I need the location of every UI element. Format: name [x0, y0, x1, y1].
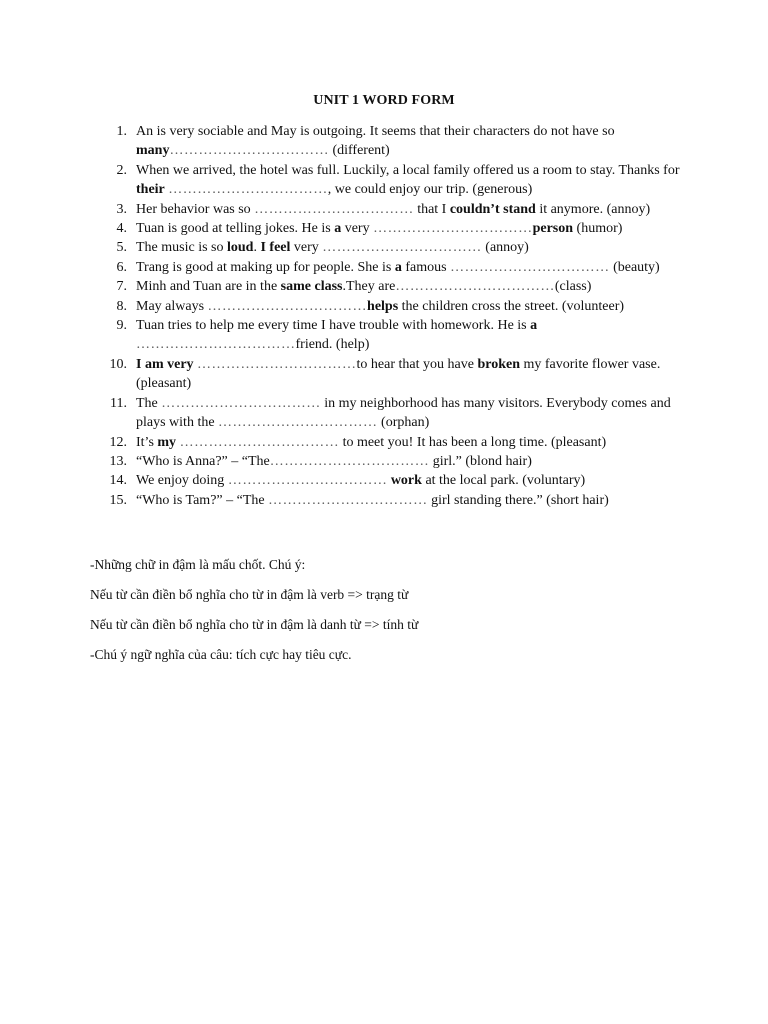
- sentence-text: (beauty): [609, 259, 660, 275]
- document-title: UNIT 1 WORD FORM: [313, 93, 455, 108]
- answer-blank: ……………………………: [269, 453, 430, 469]
- item-number: 11.: [110, 395, 127, 411]
- item-number: 2.: [116, 162, 127, 178]
- sentence-text: (orphan): [377, 415, 430, 431]
- sentence-text: girl.” (blond hair): [429, 453, 532, 469]
- exercise-item: [104, 277, 680, 296]
- key-word: a: [394, 259, 402, 275]
- sentence-text: my favorite flower vase. (pleasant): [136, 356, 661, 392]
- sentence-text: very: [341, 221, 374, 237]
- answer-blank: ……………………………: [207, 298, 368, 314]
- exercise-item: [104, 238, 680, 257]
- item-number: 15.: [109, 492, 127, 508]
- sentence-text: Her behavior was so: [136, 201, 255, 217]
- sentence-text: Tuan tries to help me every time I have trouble with homework. He is: [136, 318, 531, 334]
- note-line: Nếu từ cần điền bổ nghĩa cho từ in đậm là verb => trạng từ: [90, 587, 409, 602]
- sentence-text: in my neighborhood has many visitors. Everybody comes and plays with the: [136, 395, 671, 431]
- exercise-item: [104, 471, 680, 490]
- sentence-text: May always: [136, 298, 208, 314]
- key-word: same class: [280, 279, 343, 295]
- note-line: -Chú ý ngữ nghĩa của câu: tích cực hay tiêu cực.: [90, 647, 352, 662]
- answer-blank: ……………………………: [268, 492, 428, 508]
- answer-blank: ……………………………: [169, 143, 329, 159]
- key-word: loud: [227, 240, 254, 256]
- sentence-text: it anymore. (annoy): [535, 201, 651, 217]
- item-number: 8.: [116, 298, 127, 314]
- key-word: couldn’t stand: [449, 201, 536, 217]
- sentence-text: friend. (help): [295, 337, 370, 353]
- answer-blank: ……………………………: [322, 240, 482, 256]
- key-word: many: [136, 143, 170, 159]
- answer-blank: ……………………………: [218, 415, 378, 431]
- key-word: I feel: [260, 240, 291, 256]
- item-number: 3.: [116, 201, 127, 217]
- key-word: work: [390, 473, 422, 489]
- answer-blank: ……………………………: [161, 395, 321, 411]
- answer-blank: ……………………………: [227, 473, 388, 489]
- exercise-item: [104, 394, 680, 433]
- sentence-text: (different): [328, 143, 390, 159]
- sentence-text: (class): [554, 279, 592, 295]
- exercise-item: [104, 452, 680, 471]
- sentence-text: An is very sociable and May is outgoing. It seems that their characters do not have so: [136, 124, 615, 139]
- exercise-item: [104, 491, 680, 510]
- key-word: I am very: [136, 356, 194, 372]
- key-word: their: [136, 182, 165, 198]
- item-number: 10.: [109, 356, 127, 372]
- answer-blank: ……………………………: [373, 221, 533, 237]
- sentence-text: (humor): [573, 221, 623, 237]
- sentence-text: very: [290, 240, 323, 256]
- key-word: helps: [367, 298, 399, 314]
- sentence-text: We enjoy doing: [136, 473, 228, 489]
- exercise-item: [104, 433, 680, 452]
- sentence-text: Minh and Tuan are in the: [136, 279, 281, 295]
- key-word: a: [334, 221, 342, 237]
- sentence-text: It’s: [136, 434, 158, 450]
- sentence-text: Trang is good at making up for people. She is: [136, 259, 395, 275]
- key-word: person: [532, 221, 574, 237]
- key-word: broken: [477, 356, 520, 372]
- key-word: my: [157, 434, 177, 450]
- sentence-text: , we could enjoy our trip. (generous): [327, 182, 533, 198]
- note-line: -Những chữ in đậm là mấu chốt. Chú ý:: [90, 557, 306, 572]
- sentence-text: to meet you! It has been a long time. (pleasant): [339, 434, 607, 450]
- answer-blank: ……………………………: [395, 279, 555, 295]
- item-number: 12.: [109, 434, 127, 450]
- sentence-text: girl standing there.” (short hair): [427, 492, 609, 508]
- note-line: Nếu từ cần điền bổ nghĩa cho từ in đậm là danh từ => tính từ: [90, 617, 419, 632]
- sentence-text: “Who is Anna?” – “The: [136, 453, 270, 469]
- sentence-text: “Who is Tam?” – “The: [136, 492, 269, 508]
- item-number: 4.: [116, 221, 127, 237]
- answer-blank: ……………………………: [168, 182, 328, 198]
- item-number: 13.: [109, 453, 127, 469]
- answer-blank: ……………………………: [197, 356, 357, 372]
- item-number: 9.: [116, 318, 127, 334]
- sentence-text: to hear that you have: [356, 356, 478, 372]
- answer-blank: ……………………………: [136, 337, 296, 353]
- answer-blank: ……………………………: [254, 201, 414, 217]
- sentence-text: When we arrived, the hotel was full. Luckily, a local family offered us a room to stay. Thanks for: [136, 162, 680, 178]
- exercise-item: [104, 161, 680, 200]
- sentence-text: that I: [413, 201, 450, 217]
- sentence-text: the children cross the street. (volunteer): [398, 298, 625, 314]
- sentence-text: The music is so: [136, 240, 227, 256]
- exercise-item: [104, 200, 680, 219]
- item-number: 5.: [116, 240, 127, 256]
- item-number: 1.: [116, 124, 127, 139]
- sentence-text: The: [136, 395, 162, 411]
- sentence-text: Tuan is good at telling jokes. He is: [136, 221, 335, 237]
- exercise-item: [104, 316, 680, 355]
- sentence-text: .: [253, 240, 261, 256]
- sentence-text: (annoy): [481, 240, 529, 256]
- sentence-text: famous: [401, 259, 451, 275]
- answer-blank: ……………………………: [450, 259, 610, 275]
- exercise-list: [104, 122, 680, 510]
- item-number: 6.: [116, 259, 127, 275]
- exercise-item: [104, 355, 680, 394]
- sentence-text: at the local park. (voluntary): [421, 473, 586, 489]
- key-word: a: [530, 318, 538, 334]
- sentence-text: .They are: [342, 279, 396, 295]
- answer-blank: ……………………………: [179, 434, 340, 450]
- exercise-item: [104, 219, 680, 238]
- item-number: 14.: [109, 473, 127, 489]
- exercise-item: [104, 297, 680, 316]
- notes-section: [90, 556, 730, 676]
- exercise-item: [104, 258, 680, 277]
- item-number: 7.: [116, 279, 127, 295]
- exercise-item: [104, 122, 680, 161]
